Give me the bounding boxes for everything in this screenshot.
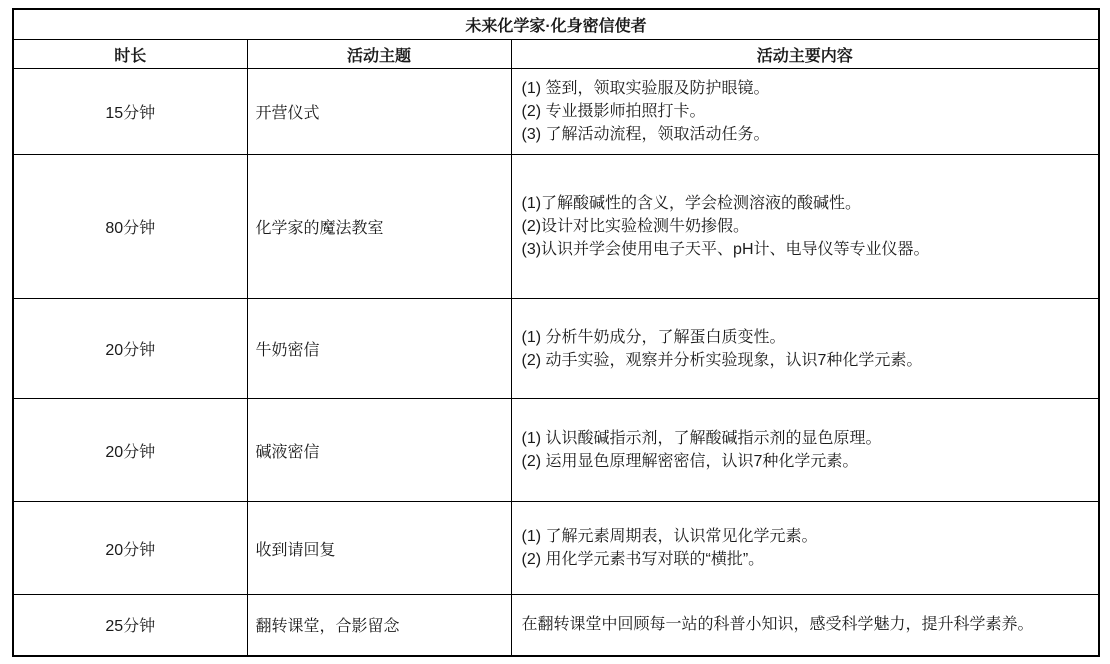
- table-header-row: [13, 40, 1099, 69]
- column-header-duration: 时长: [13, 40, 247, 69]
- table-row: [13, 155, 1099, 299]
- table-row: [13, 399, 1099, 502]
- content-line: (2) 用化学元素书写对联的“横批”。: [521, 551, 765, 568]
- content-line: (2) 动手实验，观察并分析实验现象，认识7种化学元素。: [521, 351, 923, 369]
- duration-cell: 80分钟: [13, 155, 247, 299]
- table-row: [13, 595, 1099, 656]
- content-cell: [511, 399, 1099, 502]
- content-cell: [511, 69, 1099, 155]
- table-title: 未来化学家·化身密信使者: [13, 9, 1099, 40]
- content-cell: [511, 502, 1099, 595]
- duration-cell: 25分钟: [13, 595, 247, 656]
- column-header-content: 活动主要内容: [511, 40, 1099, 69]
- table-body: [13, 69, 1099, 656]
- content-cell: [511, 299, 1099, 399]
- content-line: (2) 运用显色原理解密密信，认识7种化学元素。: [521, 453, 859, 470]
- content-line: (1) 了解元素周期表，认识常见化学元素。: [521, 528, 818, 545]
- table-title-row: [13, 9, 1099, 40]
- content-line: (3) 了解活动流程，领取活动任务。: [521, 126, 770, 143]
- duration-cell: 20分钟: [13, 502, 247, 595]
- content-cell: [511, 595, 1099, 656]
- theme-cell: 翻转课堂，合影留念: [247, 595, 511, 656]
- content-line: (1)了解酸碱性的含义，学会检测溶液的酸碱性。: [521, 195, 862, 212]
- theme-cell: 收到请回复: [247, 502, 511, 595]
- content-line: (3)认识并学会使用电子天平、pH计、电导仪等专业仪器。: [521, 241, 930, 258]
- duration-cell: 15分钟: [13, 69, 247, 155]
- table-row: [13, 69, 1099, 155]
- content-line: (1) 签到，领取实验服及防护眼镜。: [521, 80, 770, 97]
- duration-cell: 20分钟: [13, 399, 247, 502]
- table-row: [13, 502, 1099, 595]
- duration-cell: 20分钟: [13, 299, 247, 399]
- theme-cell: 开营仪式: [247, 69, 511, 155]
- theme-cell: 化学家的魔法教室: [247, 155, 511, 299]
- column-header-theme: 活动主题: [247, 40, 511, 69]
- activity-schedule-table: [12, 8, 1100, 657]
- content-line: (2)设计对比实验检测牛奶掺假。: [521, 218, 750, 235]
- content-line: (1) 分析牛奶成分，了解蛋白质变性。: [521, 328, 786, 346]
- theme-cell: 碱液密信: [247, 399, 511, 502]
- content-line: 在翻转课堂中回顾每一站的科普小知识，感受科学魅力，提升科学素养。: [521, 616, 1034, 634]
- table-row: [13, 299, 1099, 399]
- content-line: (1) 认识酸碱指示剂，了解酸碱指示剂的显色原理。: [521, 430, 882, 447]
- content-line: (2) 专业摄影师拍照打卡。: [521, 103, 706, 120]
- theme-cell: 牛奶密信: [247, 299, 511, 399]
- content-cell: [511, 155, 1099, 299]
